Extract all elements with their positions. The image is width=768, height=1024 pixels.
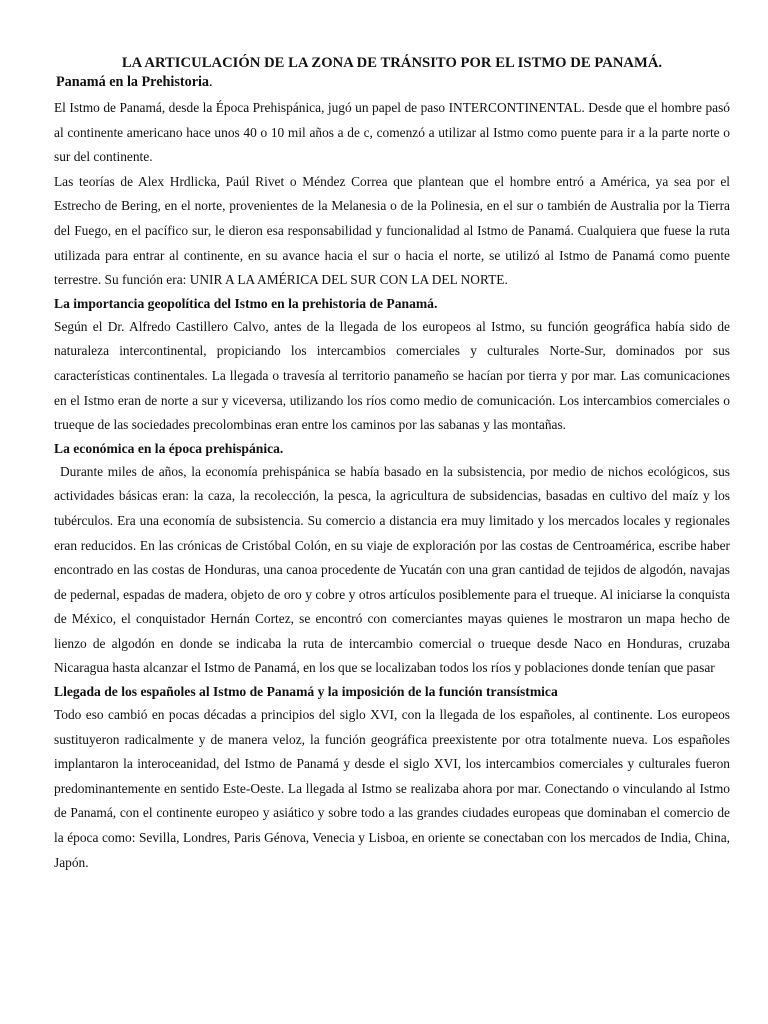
subtitle-text: Panamá en la Prehistoria <box>56 74 210 90</box>
paragraph-llegada-espanoles: Todo eso cambió en pocas décadas a principios del siglo XVI, con la llegada de los españoles, al continente. Los europeos sustituyeron radicalmente y de manera veloz, la función geográfica preexistente por otra totalmente nueva. Los españoles implantaron la interoceanidad, del Istmo de Panamá y desde el siglo XVI, los intercambios comerciales y culturales fueron predominantemente en sentido Este-Oeste. La llegada al Istmo se realizaba ahora por mar. Conectando o vinculando al Istmo de Panamá, con el continente europeo y asiático y sobre todo a las grandes ciudades europeas que dominaban el comercio de la época como: Sevilla, Londres, Paris Génova, Venecia y Lisboa, en oriente se conectaban con los mercados de India, China, Japón. <box>54 707 730 870</box>
paragraph-geopolitica: Según el Dr. Alfredo Castillero Calvo, antes de la llegada de los europeos al Istmo, su función geográfica había sido de naturaleza intercontinental, propiciando los intercambios comerciales y culturales Norte-Sur, dominados por sus características continentales. La llegada o travesía al territorio panameño se hacían por tierra y por mar. Las comunicaciones en el Istmo eran de norte a sur y viceversa, utilizando los ríos como medio de comunicación. Los intercambios comerciales o trueque de las sociedades precolombinas eran entre los caminos por las sabanas y las montañas. <box>54 318 730 433</box>
section-heading-llegada-espanoles: Llegada de los españoles al Istmo de Panamá y la imposición de la función transístmica <box>54 684 558 700</box>
paragraph-economica: Durante miles de años, la economía prehispánica se había basado en la subsistencia, por medio de nichos ecológicos, sus actividades básicas eran: la caza, la recolección, la pesca, la agricultura de subsidencias, basadas en cultivo del maíz y los tubérculos. Era una economía de subsistencia. Su comercio a distancia era muy limitado y los mercados locales y regionales eran reducidos. En las crónicas de Cristóbal Colón, en su viaje de exploración por las costas de Centroamérica, escribe haber encontrado en las costas de Honduras, una canoa procedente de Yucatán con una gran cantidad de tejidos de algodón, navajas de pedernal, espadas de madera, objeto de oro y cobre y otros artículos posiblemente para el trueque. Al iniciarse la conquista de México, el conquistador Hernán Cortez, se encontró con comerciantes mayas quienes le mostraron un mapa hecho de lienzo de algodón en donde se indicaba la ruta de intercambio comercial o trueque desde Naco en Honduras, cruzaba Nicaragua hasta alcanzar el Istmo de Panamá, en los que se localizaban todos los ríos y poblaciones donde tenían que pasar <box>54 463 730 676</box>
document-page <box>54 54 730 875</box>
document-subtitle <box>54 73 730 92</box>
document-title: LA ARTICULACIÓN DE LA ZONA DE TRÁNSITO POR EL ISTMO DE PANAMÁ. <box>121 55 663 71</box>
section-heading-economica: La económica en la época prehispánica. <box>54 440 284 456</box>
paragraph-intro-2: Las teorías de Alex Hrdlicka, Paúl Rivet o Méndez Correa que plantean que el hombre entró a América, ya sea por el Estrecho de Bering, en el norte, provenientes de la Melanesia o de la Polinesia, en el sur o también de Australia por la Tierra del Fuego, en el pacífico sur, le dieron esa responsabilidad y funcionalidad al Istmo de Panamá. Cualquiera que fuese la ruta utilizada para entrar al continente, en su avance hacia el sur o hacia el norte, se utilizó al Istmo de Panamá como puente terrestre. Su función era: UNIR A LA AMÉRICA DEL SUR CON LA DEL NORTE. <box>54 173 730 288</box>
section-heading-geopolitica: La importancia geopolítica del Istmo en la prehistoria de Panamá. <box>54 295 438 311</box>
subtitle-period: . <box>209 74 213 90</box>
paragraph-intro-1: El Istmo de Panamá, desde la Época Prehispánica, jugó un papel de paso INTERCONTINENTAL. Desde que el hombre pasó al continente americano hace unos 40 o 10 mil años a de c, comenzó a utilizar al Istmo como puente para ir a la parte norte o sur del continente. <box>54 100 730 165</box>
